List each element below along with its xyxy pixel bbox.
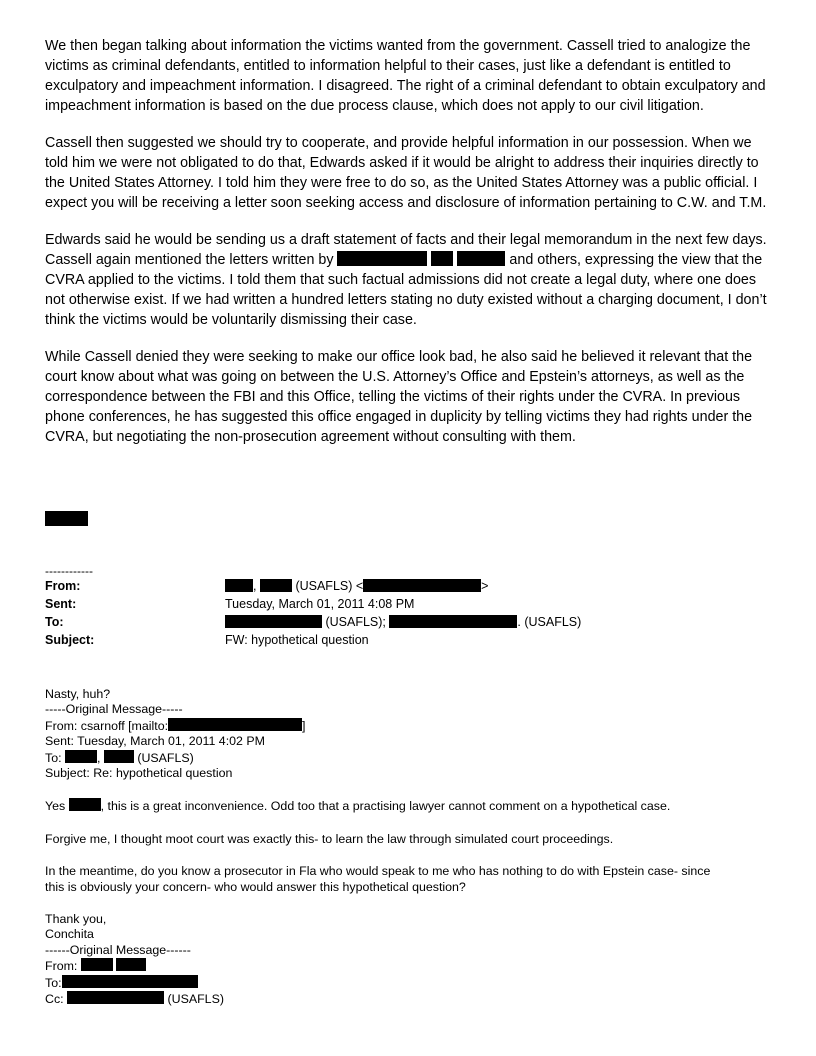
fw-reply-paragraph-3a: In the meantime, do you know a prosecutor in Fla who would speak to me who has nothing to do with Epstein case- since [45,864,711,879]
fw-to-agency: (USAFLS) [137,750,194,765]
redaction-bar [62,975,198,988]
signature-redaction [45,511,88,526]
to-agency-2: . (USAFLS) [517,615,582,629]
fw-original-marker-2: ------Original Message------ [45,942,191,957]
header-from-row [45,579,785,597]
fw-signature-name: Conchita [45,927,94,942]
fw-cc-agency: (USAFLS) [167,992,224,1007]
memo-paragraph-3 [45,230,775,330]
fw-from2-text: From: [45,959,78,974]
redaction-bar [225,579,253,592]
fw-from-line [45,718,785,734]
fw-to-line-2 [45,975,785,991]
from-label: From: [45,579,81,593]
memo-paragraph-3-end: and others, expressing the view that the CVRA applied to the victims. I told them that such factual admissions did not create a legal duty, where one does not otherwise exist. If we had written a hundred letters stating no duty existed without a charging document, I don’t think the victims would be voluntarily dismissing their case. [45,252,767,328]
fw-to-text: To: [45,750,62,765]
fw-reply-paragraph-3b: this is obviously your concern- who would answer this hypothetical question? [45,879,466,894]
fw-original-marker: -----Original Message----- [45,702,183,717]
from-value: , (USAFLS) < > [225,579,488,593]
subject-label: Subject: [45,633,95,647]
sent-label: Sent: [45,597,77,611]
redaction-bar [337,251,427,266]
memo-paragraph-3-start: Edwards said he would be sending us a draft statement of facts and their legal memorandum in the next few days. Cassell again mentioned the letters written by [45,232,767,268]
redaction-bar [168,718,302,731]
memo-body [45,36,775,447]
fw-cc-text: Cc: [45,992,64,1007]
to-value [225,615,581,629]
header-separator: ------------ [45,564,93,578]
redaction-bar [67,991,164,1004]
header-subject-row [45,633,785,651]
redaction-bar [389,615,517,628]
memo-paragraph-1: We then began talking about information the victims wanted from the government. Cassell tried to analogize the victims as criminal defendants, entitled to information helpful to their cases, just like a defendant is entitled to exculpatory and impeachment information. I disagreed. The right of a criminal defendant to obtain exculpatory and impeachment information is based on the due process clause, which does not apply to our civil litigation. [45,38,766,114]
fw-from-close: ] [302,718,306,733]
redaction-bar [260,579,292,592]
memo-paragraph-4: While Cassell denied they were seeking to make our office look bad, he also said he believed it relevant that the court know about what was going on between the U.S. Attorney’s Office and Epstein’s attorneys, as well as the correspondence between the FBI and this Office, telling the victims of their rights under the CVRA. In previous phone conferences, he has suggested this office engaged in duplicity by telling victims they had rights under the CVRA, but negotiating the non-prosecution agreement without consulting with them. [45,349,753,445]
fw-subject-line: Subject: Re: hypothetical question [45,766,233,781]
forwarded-message [45,687,785,1008]
redaction-bar [81,958,113,971]
fw-sent-line: Sent: Tuesday, March 01, 2011 4:02 PM [45,734,265,749]
to-agency-1: (USAFLS); [325,615,386,629]
fw-reply-paragraph-2: Forgive me, I thought moot court was exactly this- to learn the law through simulated court proceedings. [45,831,614,846]
fw-reply-text-1: , this is a great inconvenience. Odd too that a practising lawyer cannot comment on a hypothetical case. [100,799,671,814]
fw-to2-text: To: [45,975,62,990]
redaction-bar [104,750,134,763]
fw-from-line-2 [45,958,785,974]
redaction-bar [69,798,101,811]
redaction-bar [116,958,146,971]
redaction-bar [431,251,453,266]
fw-to-line: To: , (USAFLS) [45,750,194,765]
fw-cc-line [45,991,785,1007]
header-to-row [45,615,785,633]
redaction-bar [457,251,505,266]
fw-from-text: From: csarnoff [mailto: [45,718,169,733]
memo-paragraph-2: Cassell then suggested we should try to cooperate, and provide helpful information in our possession. When we told him we were not obligated to do that, Edwards asked if it would be alright to address their inquiries directly to the United States Attorney. I told him they were free to do so, as the United States Attorney was a public official. I expect you will be receiving a letter soon seeking access and disclosure of information pertaining to C.W. and T.M. [45,135,767,211]
redaction-bar [363,579,481,592]
header-sent-row [45,597,785,615]
fw-reply-paragraph-1 [45,798,785,814]
from-close: > [481,579,489,593]
to-label: To: [45,615,64,629]
sent-value: Tuesday, March 01, 2011 4:08 PM [225,597,415,611]
from-agency: (USAFLS) < [295,579,364,593]
fw-thanks: Thank you, [45,912,107,927]
redaction-bar [225,615,322,628]
redaction-bar [65,750,97,763]
fw-reply-yes: Yes [45,799,66,814]
subject-value: FW: hypothetical question [225,633,369,647]
fw-comment: Nasty, huh? [45,687,111,701]
